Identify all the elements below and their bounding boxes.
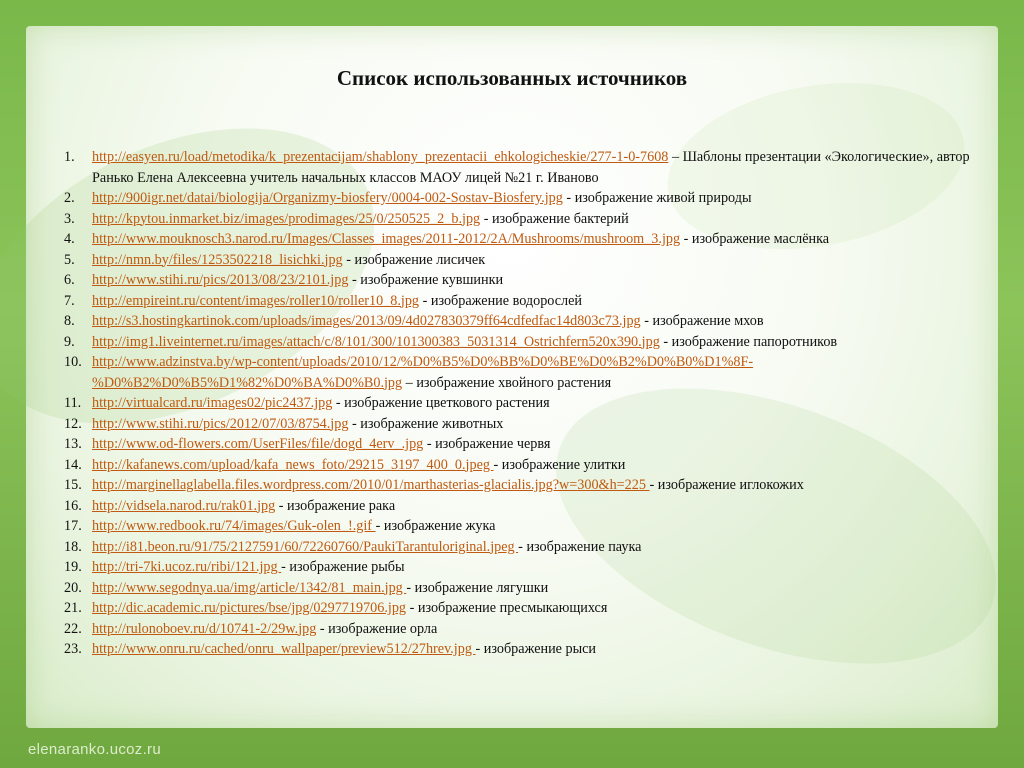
source-description: - изображение орла <box>316 620 438 637</box>
source-link[interactable]: http://empireint.ru/content/images/roller10/roller10_8.jpg <box>92 292 420 309</box>
source-number: 16. <box>64 497 82 514</box>
source-number: 13. <box>64 436 82 452</box>
source-number: 17. <box>64 518 82 534</box>
source-item <box>58 578 978 599</box>
source-number: 6. <box>64 272 75 288</box>
source-item <box>58 639 978 660</box>
source-link[interactable]: http://www.mouknosch3.narod.ru/Images/Classes_images/2011-2012/2A/Mushrooms/mushroom_3.jpg <box>92 231 681 247</box>
source-description: - изображение бактерий <box>480 210 629 227</box>
source-number: 18. <box>64 538 82 555</box>
source-description: - изображение мхов <box>640 313 764 329</box>
source-description: - изображение цветкового растения <box>332 395 550 411</box>
sources-list <box>58 147 978 660</box>
source-link[interactable]: http://tri-7ki.ucoz.ru/ribi/121.jpg <box>92 559 282 575</box>
source-description: – Шаблоны презентации «Экологические», автор Ранько Елена Алексеевна учитель начальных классов МАОУ лицей №21 г. Иваново <box>92 149 970 186</box>
source-description: - изображение иглокожих <box>649 477 804 493</box>
source-link[interactable]: http://dic.academic.ru/pictures/bse/jpg/0297719706.jpg <box>92 600 407 616</box>
source-link[interactable]: http://kpytou.inmarket.biz/images/prodimages/25/0/250525_2_b.jpg <box>92 210 481 227</box>
source-item <box>58 229 978 250</box>
source-item <box>58 516 978 537</box>
source-number: 10. <box>64 354 82 370</box>
source-description: - изображение кувшинки <box>348 272 504 288</box>
source-link[interactable]: http://www.adzinstva.by/wp-content/uploads/2010/12/%D0%B5%D0%BB%D0%BE%D0%B2%D0%B0%D1%8F-%D0%B2%D0%B5%D1%82%D0%BA%D0%B0.jpg <box>92 354 754 391</box>
source-item <box>58 434 978 455</box>
source-item <box>58 291 978 312</box>
source-number: 12. <box>64 415 82 432</box>
source-description: - изображение паука <box>518 538 642 555</box>
source-number: 11. <box>64 395 82 411</box>
source-number: 2. <box>64 190 75 206</box>
source-item <box>58 475 978 496</box>
source-number: 23. <box>64 641 82 657</box>
site-watermark: elenaranko.ucoz.ru <box>28 741 161 758</box>
source-number: 15. <box>64 477 82 493</box>
source-description: - изображение водорослей <box>419 292 583 309</box>
source-item <box>58 332 978 353</box>
source-item <box>58 147 978 188</box>
source-description: - изображение пресмыкающихся <box>406 600 608 616</box>
source-item <box>58 209 978 230</box>
source-description: - изображение папоротников <box>659 333 838 350</box>
source-link[interactable]: http://www.segodnya.ua/img/article/1342/81_main.jpg <box>92 579 407 596</box>
source-link[interactable]: http://rulonoboev.ru/d/10741-2/29w.jpg <box>92 620 317 637</box>
source-number: 1. <box>64 149 75 165</box>
source-description: - изображение жука <box>375 518 496 534</box>
slide-title: Список использованных источников <box>336 66 688 90</box>
source-description: - изображение животных <box>348 415 504 432</box>
source-item <box>58 250 978 271</box>
source-link[interactable]: http://www.stihi.ru/pics/2012/07/03/8754.jpg <box>92 415 349 432</box>
source-item <box>58 557 978 578</box>
source-number: 5. <box>64 251 75 268</box>
source-description: – изображение хвойного растения <box>402 374 612 391</box>
source-description: - изображение червя <box>423 436 551 452</box>
source-number: 21. <box>64 600 82 616</box>
source-link[interactable]: http://www.redbook.ru/74/images/Guk-olen_!.gif <box>92 518 376 534</box>
source-description: - изображение лисичек <box>342 251 486 268</box>
source-number: 7. <box>64 292 75 309</box>
source-number: 3. <box>64 210 75 227</box>
source-description: - изображение маслёнка <box>680 231 830 247</box>
source-description: - изображение улитки <box>493 456 626 473</box>
source-number: 20. <box>64 579 82 596</box>
source-description: - изображение лягушки <box>406 579 549 596</box>
source-item <box>58 393 978 414</box>
source-link[interactable]: http://www.onru.ru/cached/onru_wallpaper/preview512/27hrev.jpg <box>92 641 476 657</box>
source-link[interactable]: http://s3.hostingkartinok.com/uploads/images/2013/09/4d027830379ff64cdfedfac14d803c73.jpg <box>92 313 641 329</box>
source-description: - изображение живой природы <box>562 190 752 206</box>
source-description: - изображение рыбы <box>281 559 405 575</box>
source-description: - изображение рыси <box>475 641 597 657</box>
source-number: 9. <box>64 333 75 350</box>
source-link[interactable]: http://www.od-flowers.com/UserFiles/file/dogd_4erv_.jpg <box>92 436 424 452</box>
source-link[interactable]: http://900igr.net/datai/biologija/Organizmy-biosfery/0004-002-Sostav-Biosfery.jpg <box>92 190 563 206</box>
source-item <box>58 270 978 291</box>
source-link[interactable]: http://vidsela.narod.ru/rak01.jpg <box>92 497 276 514</box>
source-item <box>58 352 978 393</box>
source-link[interactable]: http://www.stihi.ru/pics/2013/08/23/2101.jpg <box>92 272 349 288</box>
source-item <box>58 598 978 619</box>
source-description: - изображение рака <box>275 497 396 514</box>
source-number: 8. <box>64 313 75 329</box>
source-link[interactable]: http://virtualcard.ru/images02/pic2437.jpg <box>92 395 333 411</box>
source-item <box>58 537 978 558</box>
source-link[interactable]: http://i81.beon.ru/91/75/2127591/60/72260760/PaukiTarantuloriginal.jpeg <box>92 538 519 555</box>
source-number: 14. <box>64 456 82 473</box>
source-item <box>58 311 978 332</box>
source-item <box>58 188 978 209</box>
source-item <box>58 496 978 517</box>
source-item <box>58 619 978 640</box>
source-number: 19. <box>64 559 82 575</box>
source-link[interactable]: http://img1.liveinternet.ru/images/attach/c/8/101/300/101300383_5031314_Ostrichfern520x390.jpg <box>92 333 660 350</box>
source-number: 4. <box>64 231 75 247</box>
source-link[interactable]: http://easyen.ru/load/metodika/k_prezentacijam/shablony_prezentacii_ehkologicheskie/277-1-0-7608 <box>92 149 669 165</box>
source-item <box>58 414 978 435</box>
source-number: 22. <box>64 620 82 637</box>
source-link[interactable]: http://marginellaglabella.files.wordpress.com/2010/01/marthasterias-glacialis.jpg?w=300&h=225 <box>92 477 650 493</box>
source-link[interactable]: http://kafanews.com/upload/kafa_news_foto/29215_3197_400_0.jpeg <box>92 456 494 473</box>
source-link[interactable]: http://nmn.by/files/1253502218_lisichki.jpg <box>92 251 343 268</box>
source-item <box>58 455 978 476</box>
